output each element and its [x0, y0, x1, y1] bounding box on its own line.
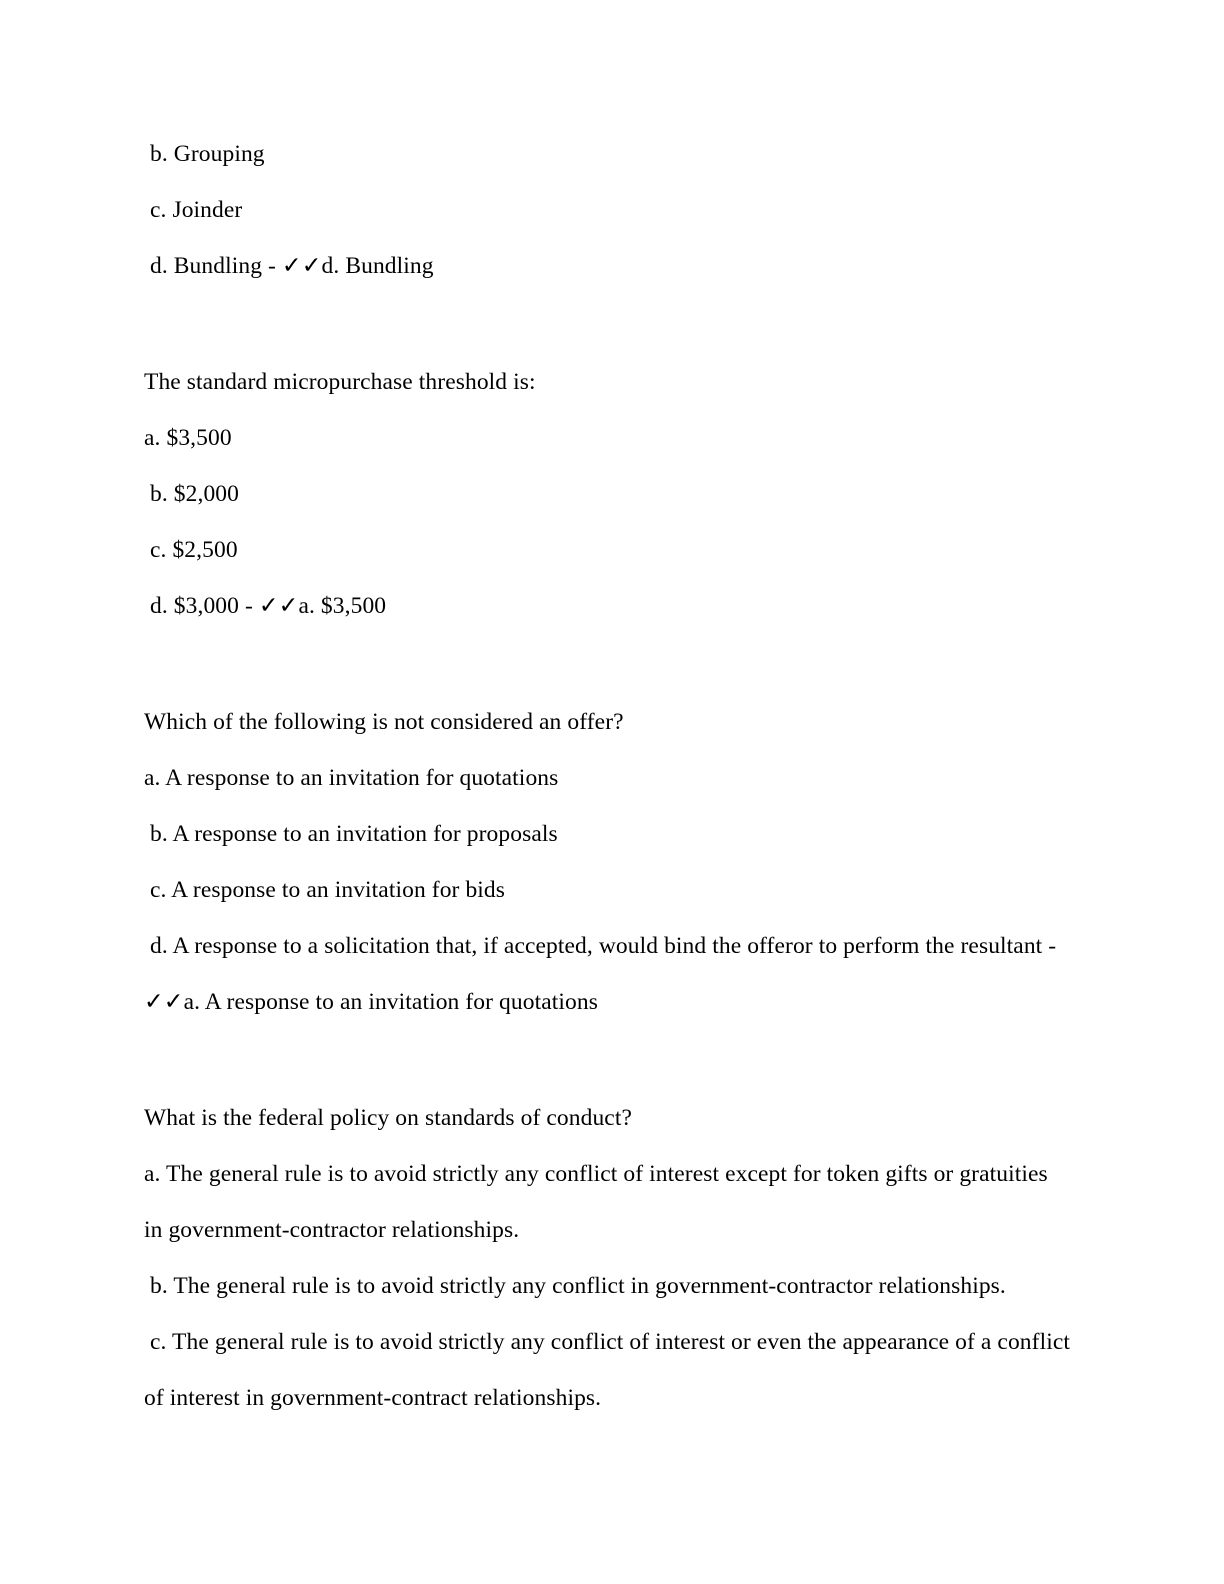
document-content	[144, 126, 1084, 1486]
doc-line: c. The general rule is to avoid strictly any conflict of interest or even the appearance of a conflict	[144, 1329, 1070, 1355]
doc-line: in government-contractor relationships.	[144, 1217, 520, 1243]
doc-line: c. A response to an invitation for bids	[144, 877, 506, 903]
doc-line: c. $2,500	[144, 537, 238, 563]
question-block	[144, 354, 1084, 634]
doc-line: b. Grouping	[144, 141, 265, 167]
doc-line: d. $3,000 - ✓✓a. $3,500	[144, 593, 387, 619]
doc-line: b. A response to an invitation for proposals	[144, 821, 558, 847]
doc-line: The standard micropurchase threshold is:	[144, 369, 536, 395]
doc-line: c. Joinder	[144, 197, 243, 223]
question-block	[144, 694, 1084, 1030]
doc-line: b. The general rule is to avoid strictly any conflict in government-contractor relationships.	[144, 1273, 1006, 1299]
doc-line: b. $2,000	[144, 481, 239, 507]
doc-line: What is the federal policy on standards of conduct?	[144, 1105, 632, 1131]
doc-line: d. A response to a solicitation that, if accepted, would bind the offeror to perform the resultant -	[144, 933, 1057, 959]
question-block	[144, 126, 1084, 294]
question-block	[144, 1090, 1084, 1426]
doc-line: ✓✓a. A response to an invitation for quotations	[144, 989, 598, 1015]
doc-line: a. $3,500	[144, 425, 232, 451]
doc-line: d. Bundling - ✓✓d. Bundling	[144, 253, 434, 279]
doc-line: a. A response to an invitation for quotations	[144, 765, 559, 791]
doc-line: of interest in government-contract relationships.	[144, 1385, 602, 1411]
doc-line: Which of the following is not considered an offer?	[144, 709, 624, 735]
doc-line: a. The general rule is to avoid strictly any conflict of interest except for token gifts or gratuities	[144, 1161, 1048, 1187]
